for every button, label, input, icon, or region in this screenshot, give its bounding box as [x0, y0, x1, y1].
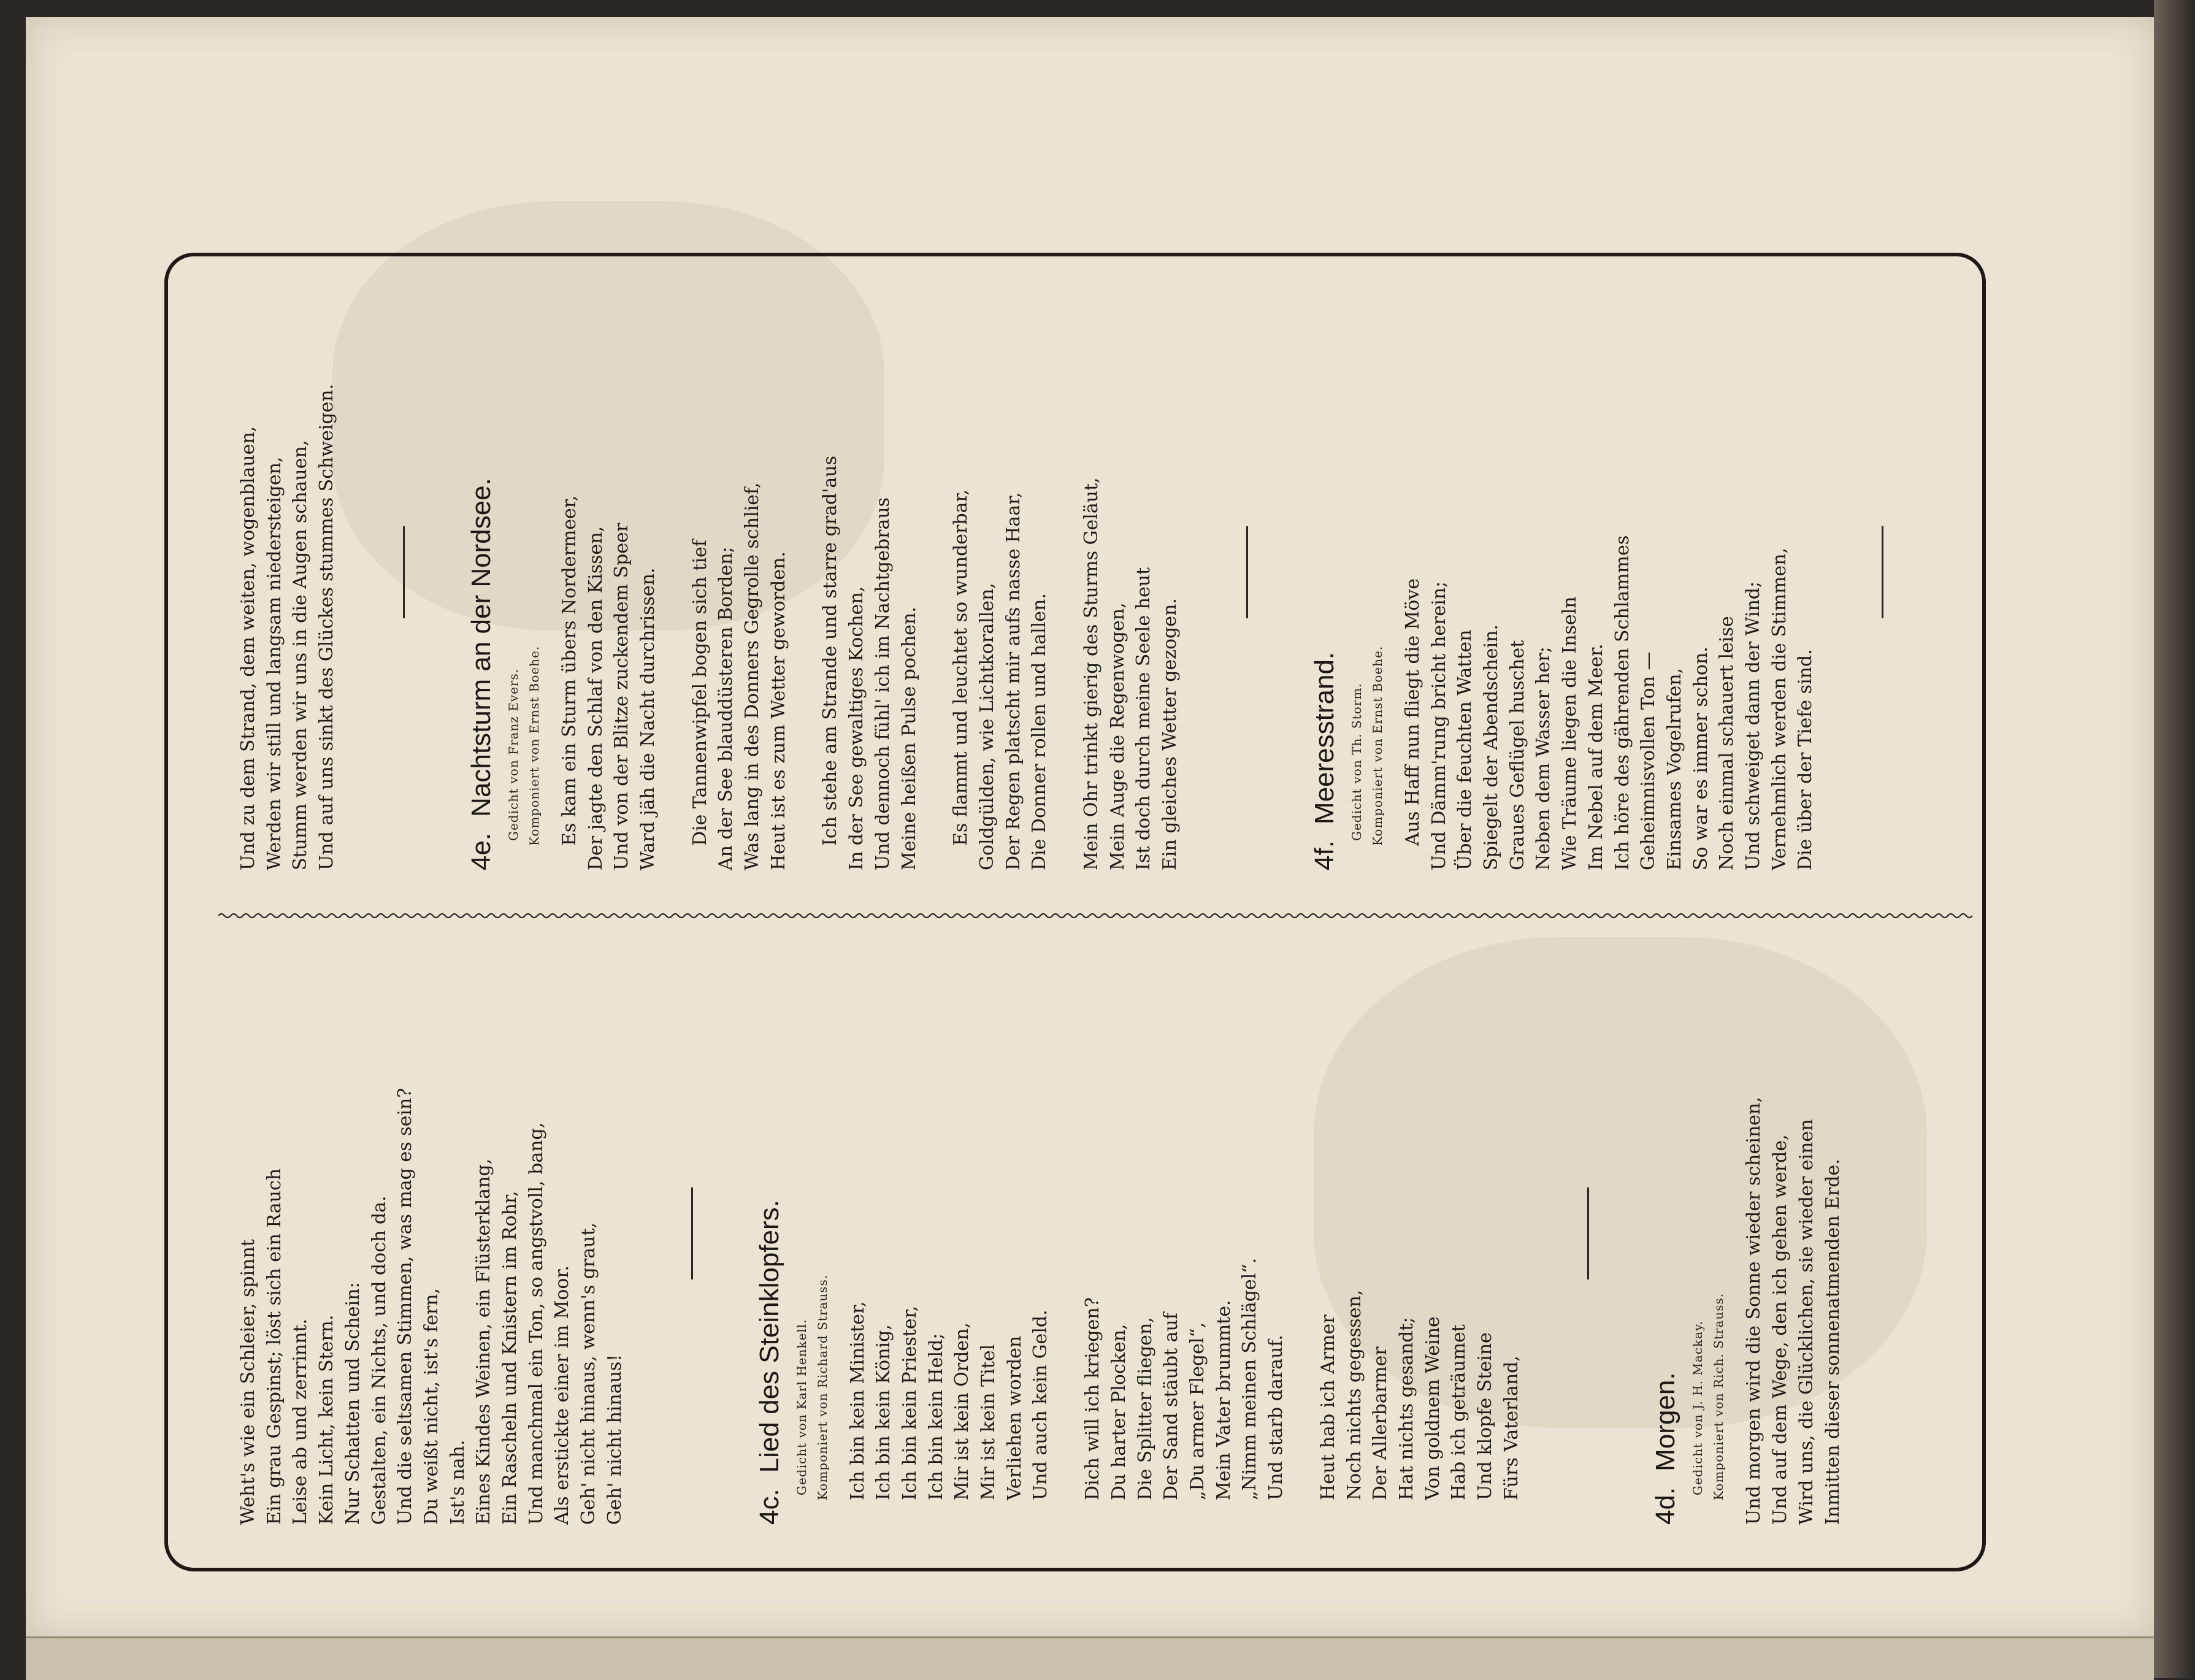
- verse-line: Inmitten dieser sonnenatmenden Erde.: [1822, 1159, 1844, 1525]
- rotated-page-content: [169, 256, 1991, 1574]
- verse-line: „Nimm meinen Schlägel“.: [1239, 1257, 1261, 1500]
- verse-line: Verliehen worden: [1003, 1335, 1025, 1500]
- composer-credit: Komponiert von Ernst Boehe.: [526, 645, 542, 846]
- stanza: [1079, 275, 1184, 870]
- verse-line: Geh' nicht hinaus!: [603, 1354, 626, 1525]
- verse-line: Einsames Vogelrufen,: [1663, 667, 1685, 870]
- verse-line: Spiegelt der Abendschein.: [1480, 624, 1502, 870]
- right-column: [169, 256, 1991, 908]
- verse-line: Geh' nicht hinaus, wenn's graut,: [578, 1222, 600, 1525]
- verse-line: Und auch kein Geld.: [1030, 1310, 1052, 1500]
- verse-line: Wie Träume liegen die Inseln: [1559, 596, 1581, 870]
- verse-line: Es flammt und leuchtet so wunderbar,: [950, 489, 972, 846]
- section-divider: [403, 527, 405, 619]
- verse-line: Noch nichts gegessen,: [1343, 1289, 1365, 1500]
- verse-line: Ein gleiches Wetter gezogen.: [1159, 598, 1181, 870]
- verse-line: Nur Schatten und Schein:: [342, 1282, 364, 1525]
- verse-line: Stumm werden wir uns in die Augen schauen,: [289, 440, 312, 870]
- poem-credit: Gedicht von Karl Henkell.: [794, 1319, 809, 1495]
- verse-line: Ich bin kein Priester,: [898, 1305, 921, 1500]
- verse-line: Es kam ein Sturm übers Nordermeer,: [558, 495, 580, 846]
- stanza: [1741, 942, 1846, 1525]
- poem-credit: Gedicht von Th. Storm.: [1349, 683, 1364, 841]
- text-frame: [164, 253, 1986, 1571]
- verse-line: Geheimnisvollen Ton —: [1638, 651, 1660, 870]
- verse-line: Fürs Vaterland,: [1500, 1356, 1522, 1500]
- stanza: [845, 942, 1055, 1525]
- wavy-column-divider: [218, 909, 1972, 922]
- verse-line: Vernehmlich werden die Stimmen,: [1768, 547, 1790, 870]
- song-number: 4f.: [1309, 840, 1339, 870]
- verse-line: Mein Auge die Regenwogen,: [1106, 602, 1128, 870]
- verse-line: Ward jäh die Nacht durchrissen.: [637, 567, 659, 870]
- poem-credit: Gedicht von J. H. Mackay.: [1690, 1320, 1706, 1495]
- verse-line: Leise ab und zerrinnt.: [289, 1318, 312, 1525]
- verse-line: Über die feuchten Watten: [1454, 629, 1476, 870]
- verse-line: Ist doch durch meine Seele heut: [1133, 567, 1155, 870]
- verse-line: Der Sand stäubt auf: [1160, 1313, 1182, 1500]
- verse-line: Und von der Blitze zuckendem Speer: [611, 523, 633, 870]
- verse-line: Von goldnem Weine: [1422, 1316, 1444, 1500]
- song-heading-4e: [466, 275, 497, 870]
- section-divider: [691, 1187, 693, 1279]
- poem-credit: Gedicht von Franz Evers.: [505, 668, 521, 841]
- verse-line: Was lang in des Donners Gegrolle schlief,: [741, 482, 764, 870]
- verse-line: Und auf dem Wege, den ich gehen werde,: [1769, 1134, 1791, 1525]
- verse-line: Goldgülden, wie Lichtkorallen,: [976, 583, 998, 870]
- verse-line: Und manchmal ein Ton, so angstvoll, bang,: [525, 1122, 547, 1525]
- verse-line: Aus Haff nun fliegt die Möve: [1401, 578, 1423, 846]
- verse-line: Noch einmal schauert leise: [1716, 616, 1738, 870]
- binding-shadow: [2154, 0, 2195, 1678]
- verse-line: Du harter Plocken,: [1108, 1324, 1130, 1500]
- verse-line: Und zu dem Strand, dem weiten, wogenblauen,: [237, 426, 259, 870]
- verse-line: Der jagte den Schlaf von den Kissen,: [584, 526, 607, 870]
- stanza: [1400, 275, 1819, 870]
- verse-line: Ich stehe am Strande und starre grad'aus: [819, 455, 841, 846]
- verse-line: Meine heißen Pulse pochen.: [898, 607, 920, 870]
- stanza: [1080, 942, 1290, 1525]
- verse-line: Ich bin kein Minister,: [846, 1301, 868, 1500]
- verse-line: Mein Vater brummte.: [1212, 1300, 1235, 1500]
- song-number: 4d.: [1650, 1487, 1681, 1525]
- verse-line: Die Tannenwipfel bogen sich tief: [689, 540, 711, 846]
- verse-line: Als erstickte einer im Moor.: [551, 1265, 573, 1525]
- left-column: [169, 924, 1991, 1574]
- song-heading-4d: [1650, 942, 1681, 1525]
- verse-line: So war es immer schon.: [1690, 646, 1712, 870]
- verse-line: An der See blauddüsteren Borden;: [715, 547, 737, 870]
- verse-line: Und starb darauf.: [1265, 1335, 1287, 1500]
- song-title: Nachtsturm an der Nordsee.: [465, 478, 496, 817]
- section-divider: [1587, 1187, 1589, 1279]
- verse-line: Dich will ich kriegen?: [1082, 1297, 1104, 1500]
- verse-line: Gestalten, ein Nichts, und doch da.: [368, 1195, 390, 1525]
- verse-line: Die Donner rollen und hallen.: [1029, 593, 1051, 870]
- composer-credit: Komponiert von Rich. Strauss.: [1711, 1292, 1726, 1500]
- verse-line: Du weißt nicht, ist's fern,: [420, 1287, 442, 1525]
- opening-stanza: [236, 942, 629, 1525]
- verse-line: Wird uns, die Glücklichen, sie wieder einen: [1795, 1119, 1817, 1525]
- verse-line: Und dennoch fühl' ich im Nachtgebraus: [871, 497, 894, 870]
- stanza: [557, 275, 662, 870]
- verse-line: Eines Kindes Weinen, ein Flüsterklang,: [473, 1158, 495, 1525]
- verse-line: Ein Rascheln und Knistern im Rohr,: [499, 1191, 521, 1525]
- opening-stanza: [236, 275, 340, 870]
- verse-line: Kein Licht, kein Stern.: [316, 1314, 338, 1525]
- verse-line: Und schweiget dann der Wind;: [1742, 581, 1764, 870]
- verse-line: Und morgen wird die Sonne wieder scheinen,: [1743, 1097, 1765, 1525]
- verse-line: Ich höre des gährenden Schlammes: [1611, 535, 1633, 870]
- stanza: [818, 275, 922, 870]
- verse-line: Heut hab ich Armer: [1317, 1314, 1339, 1500]
- verse-line: Ich bin kein König,: [873, 1324, 895, 1500]
- stanza: [948, 275, 1053, 870]
- stanza: [688, 275, 792, 870]
- song-number: 4c.: [754, 1489, 784, 1525]
- verse-line: Die Splitter fliegen,: [1134, 1317, 1156, 1500]
- verse-line: Werden wir still und langsam niedersteigen,: [263, 456, 285, 870]
- verse-line: Heut ist es zum Wetter geworden.: [767, 551, 789, 870]
- verse-line: Die über der Tiefe sind.: [1795, 649, 1817, 870]
- verse-line: Weht's wie ein Schleier, spinnt: [237, 1239, 259, 1525]
- section-divider: [1882, 527, 1883, 619]
- verse-line: Ich bin kein Held;: [925, 1333, 947, 1500]
- verse-line: „Du armer Flegel“,: [1186, 1322, 1208, 1500]
- verse-line: Mir ist kein Titel: [978, 1344, 1000, 1500]
- song-number: 4e.: [465, 832, 496, 870]
- verse-line: Hat nichts gesandt;: [1395, 1317, 1417, 1500]
- verse-line: Ein grau Gespinst; löst sich ein Rauch: [263, 1168, 285, 1525]
- verse-line: In der See gewaltiges Kochen,: [846, 586, 868, 870]
- song-title: Meeresstrand.: [1309, 651, 1339, 825]
- composer-credit: Komponiert von Richard Strauss.: [814, 1274, 830, 1500]
- verse-line: Ist's nah.: [446, 1440, 469, 1525]
- section-divider: [1246, 527, 1248, 619]
- verse-line: Im Nebel auf dem Meer.: [1585, 643, 1607, 870]
- song-title: Lied des Steinklopfers.: [754, 1200, 784, 1473]
- song-title: Morgen.: [1650, 1372, 1681, 1471]
- verse-line: Hab ich geträumet: [1448, 1324, 1470, 1500]
- verse-line: Und Dämm'rung bricht herein;: [1428, 581, 1450, 870]
- verse-line: Und klopfe Steine: [1474, 1332, 1496, 1500]
- song-heading-4f: [1309, 275, 1340, 870]
- verse-line: Neben dem Wasser her;: [1533, 646, 1555, 870]
- composer-credit: Komponiert von Ernst Boehe.: [1369, 645, 1385, 846]
- verse-line: Und auf uns sinkt des Glückes stummes Schweigen.: [316, 383, 338, 870]
- song-heading-4c: [754, 942, 785, 1525]
- verse-line: Mein Ohr trinkt gierig des Sturms Geläut,: [1081, 477, 1103, 870]
- stanza: [1316, 942, 1525, 1525]
- verse-line: Der Allerbarmer: [1369, 1346, 1392, 1500]
- verse-line: Der Regen platscht mir aufs nasse Haar,: [1002, 492, 1024, 870]
- verse-line: Und die seltsamen Stimmen, was mag es sein?: [394, 1087, 416, 1525]
- page-bottom-edge: [26, 1636, 2154, 1680]
- verse-line: Graues Geflügel huschet: [1506, 640, 1528, 870]
- verse-line: Mir ist kein Orden,: [951, 1322, 973, 1500]
